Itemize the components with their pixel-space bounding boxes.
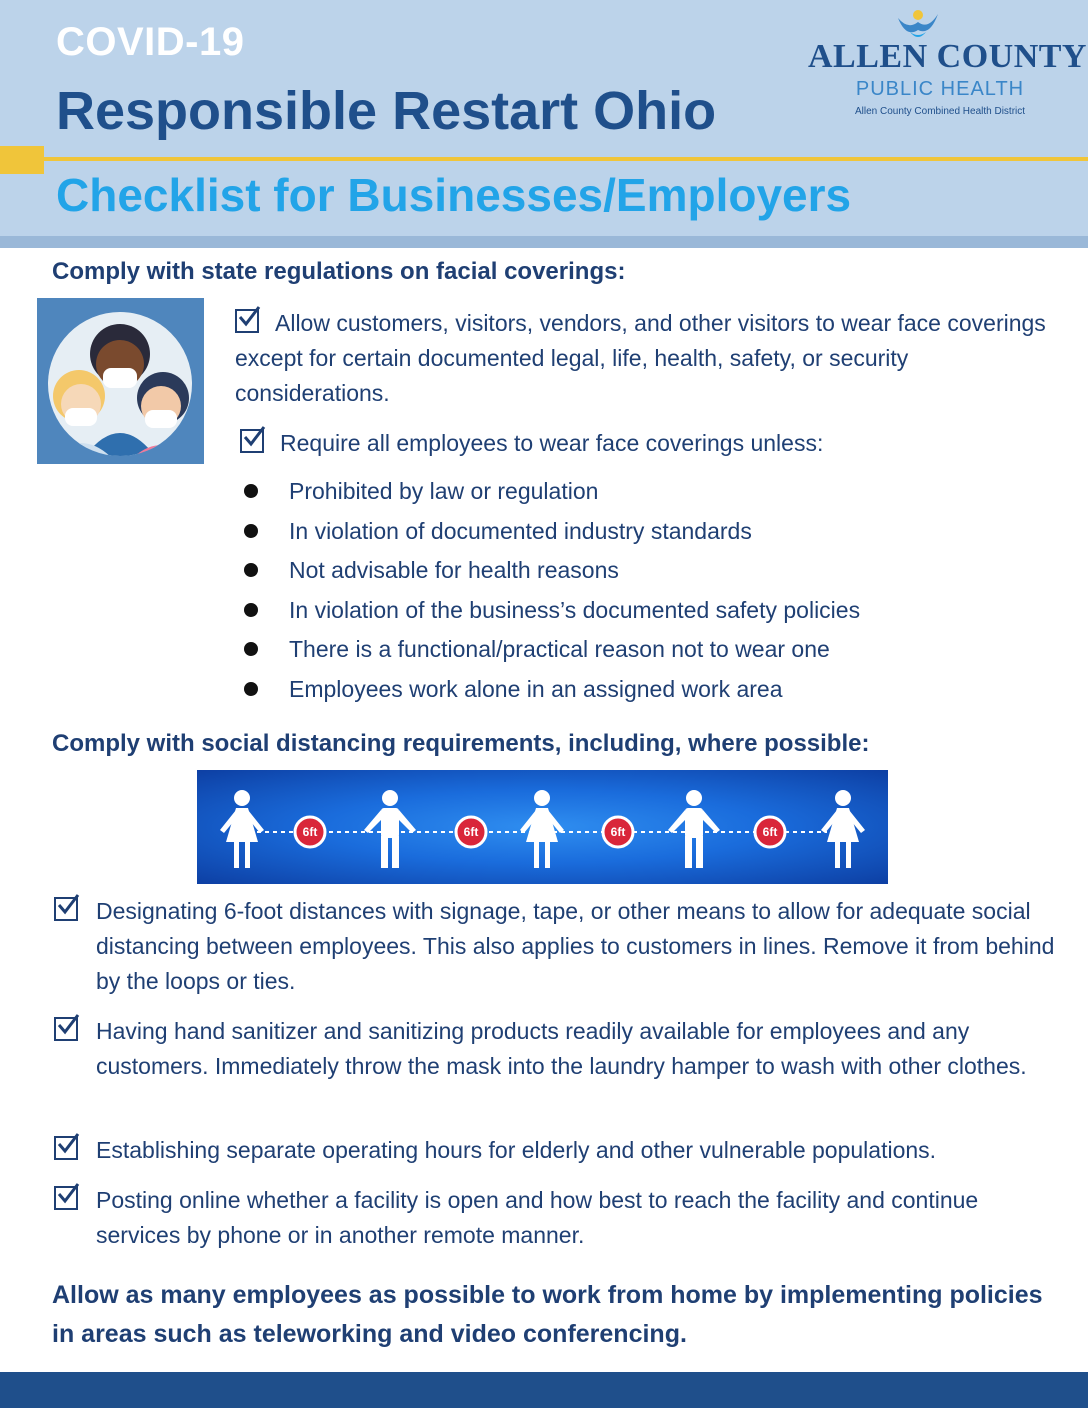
bullet-icon	[244, 563, 258, 577]
six-feet-badge: 6ft	[762, 825, 778, 839]
distancing-item-text: Posting online whether a facility is open and how best to reach the facility and continue services by phone or in another remote manner.	[96, 1187, 979, 1248]
social-distancing-heading: Comply with social distancing requirements, including, where possible:	[52, 730, 870, 757]
distancing-item-online	[52, 1183, 1062, 1253]
checkbox-checked-icon	[54, 1136, 78, 1160]
checkbox-checked-icon	[54, 1186, 78, 1210]
page-subtitle: Checklist for Businesses/Employers	[56, 169, 852, 221]
footer-bar	[0, 1372, 1088, 1408]
social-distancing-illustration	[197, 770, 888, 884]
six-feet-distance-icon	[197, 770, 888, 884]
six-feet-badge: 6ft	[463, 825, 479, 839]
list-item: In violation of documented industry standards	[244, 514, 860, 554]
list-item: Employees work alone in an assigned work area	[244, 672, 860, 712]
distancing-item-hours	[52, 1133, 1062, 1168]
distancing-item-signage	[52, 894, 1062, 999]
bullet-icon	[244, 484, 258, 498]
list-item: Not advisable for health reasons	[244, 553, 860, 593]
facial-item-customers	[235, 306, 1055, 411]
distancing-item-sanitizer	[52, 1014, 1062, 1084]
distancing-item-text: Having hand sanitizer and sanitizing products readily available for employees and any customers. Immediately throw the mask into the laundry hamper to wash with other clothes.	[96, 1018, 1027, 1079]
closing-statement: Allow as many employees as possible to work from home by implementing policies in areas such as teleworking and video conferencing.	[52, 1281, 1043, 1348]
list-item: In violation of the business’s documented safety policies	[244, 593, 860, 633]
distancing-item-text: Designating 6-foot distances with signage, tape, or other means to allow for adequate social distancing between employees. This also applies to customers in lines. Remove it from behind by the loops or ties.	[96, 898, 1055, 994]
six-feet-badge: 6ft	[302, 825, 318, 839]
checkbox-checked-icon	[235, 309, 259, 333]
list-item: Prohibited by law or regulation	[244, 474, 860, 514]
gold-divider-line	[44, 157, 1088, 161]
header-divider-strip	[0, 236, 1088, 248]
logo-name: ALLEN COUNTY	[808, 38, 1087, 75]
checkbox-checked-icon	[54, 1017, 78, 1041]
checkbox-checked-icon	[54, 897, 78, 921]
bullet-icon	[244, 642, 258, 656]
distancing-item-text: Establishing separate operating hours for elderly and other vulnerable populations.	[96, 1137, 937, 1163]
bullet-icon	[244, 682, 258, 696]
exception-list	[244, 474, 860, 711]
bullet-icon	[244, 603, 258, 617]
page-title: Responsible Restart Ohio	[56, 81, 717, 141]
gold-accent-block	[0, 146, 44, 174]
facial-coverings-heading: Comply with state regulations on facial coverings:	[52, 258, 626, 285]
facial-item1-text: Allow customers, visitors, vendors, and other visitors to wear face coverings except for certain documented legal, life, health, safety, or security considerations.	[235, 310, 1046, 406]
logo-subtitle: PUBLIC HEALTH	[855, 78, 1025, 100]
facial-item-employees	[240, 426, 1060, 461]
masked-people-icon	[37, 298, 204, 464]
logo-tagline: Allen County Combined Health District	[854, 106, 1026, 117]
allen-county-logo	[800, 8, 1087, 126]
masked-people-illustration	[37, 298, 204, 464]
facial-item2-text: Require all employees to wear face coverings unless:	[280, 430, 824, 456]
bullet-icon	[244, 524, 258, 538]
six-feet-badge: 6ft	[610, 825, 626, 839]
header-kicker: COVID-19	[56, 20, 245, 64]
checkbox-checked-icon	[240, 429, 264, 453]
list-item: There is a functional/practical reason not to wear one	[244, 632, 860, 672]
